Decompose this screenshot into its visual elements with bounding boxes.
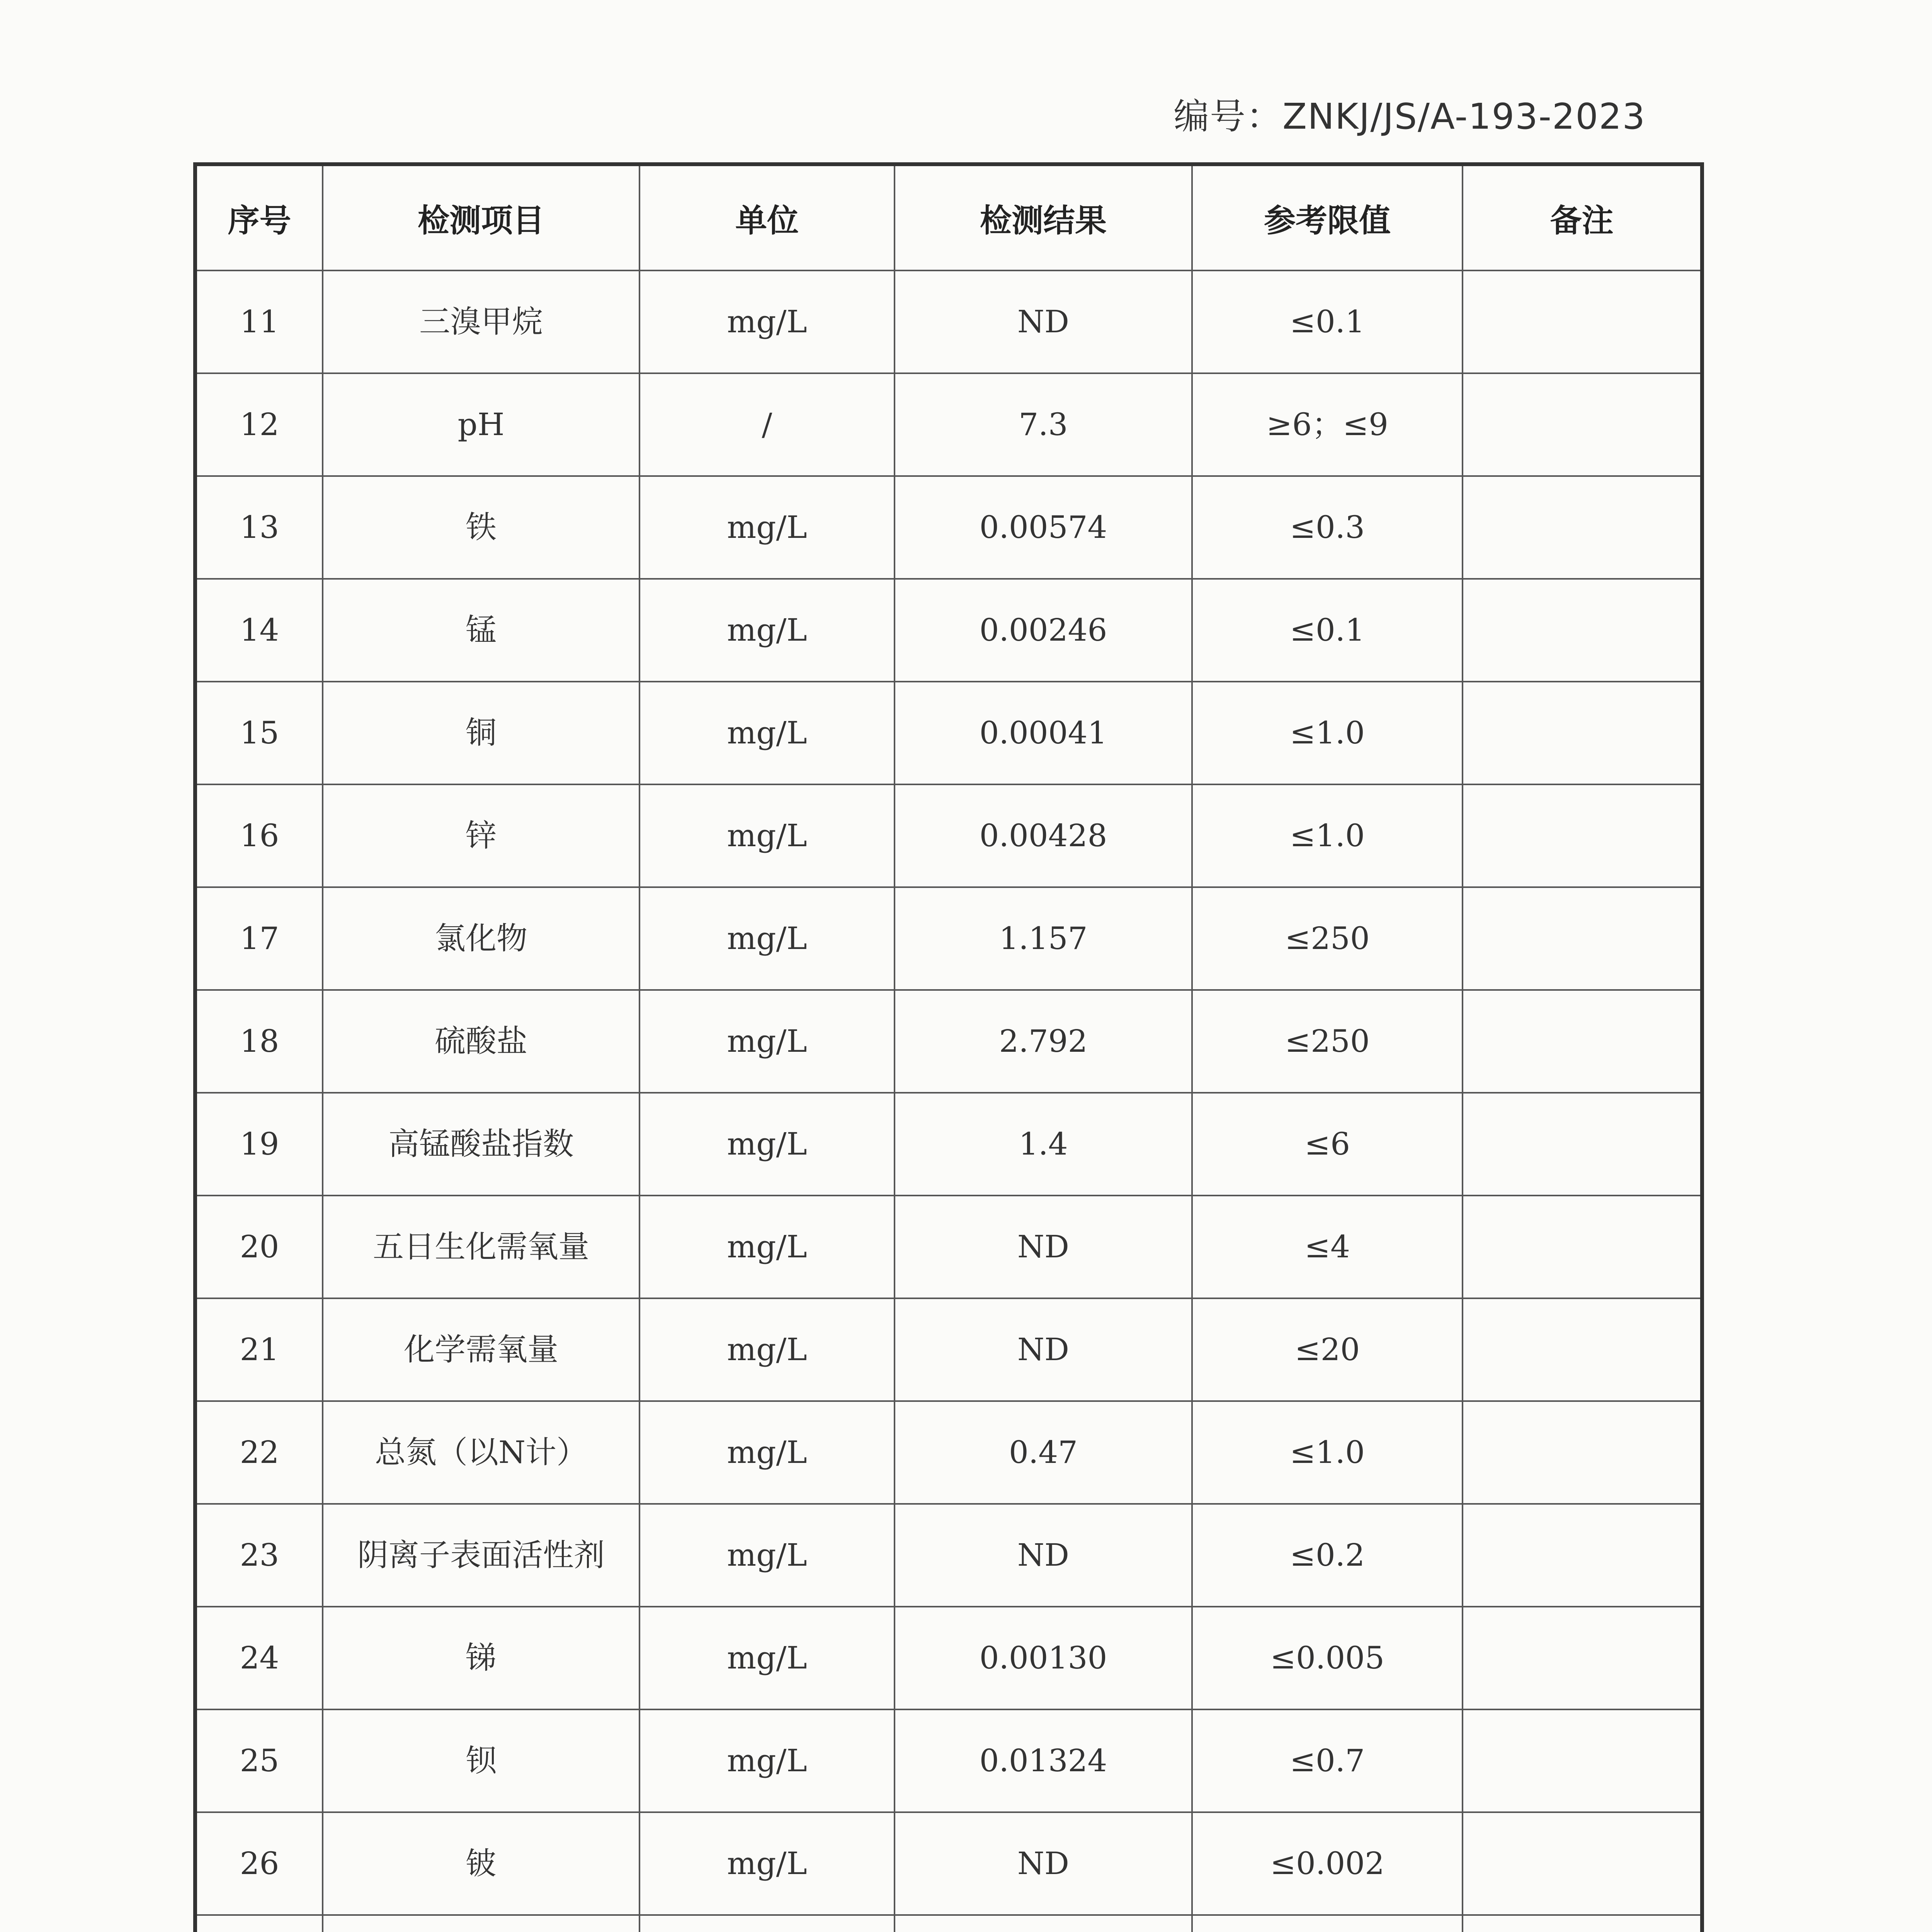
test-item-cell: 硫酸盐 <box>323 990 639 1093</box>
remark-cell <box>1463 1812 1702 1915</box>
reference-limit-cell: ≤0.3 <box>1192 476 1463 579</box>
table-row <box>195 476 1702 579</box>
unit-cell: mg/L <box>639 1401 895 1504</box>
row-number-cell: 18 <box>195 990 323 1093</box>
table-row <box>195 1709 1702 1812</box>
reference-limit-cell: ≤1.0 <box>1192 682 1463 784</box>
row-number-cell: 17 <box>195 887 323 990</box>
reference-limit-cell: ≤20 <box>1192 1298 1463 1401</box>
unit-cell: mg/L <box>639 579 895 682</box>
row-number-cell: 11 <box>195 270 323 373</box>
reference-limit-cell: ≤0.002 <box>1192 1812 1463 1915</box>
column-header-no: 序号 <box>195 164 323 270</box>
row-number-cell: 21 <box>195 1298 323 1401</box>
unit-cell: mg/L <box>639 1093 895 1196</box>
unit-cell: mg/L <box>639 1298 895 1401</box>
column-header-item: 检测项目 <box>323 164 639 270</box>
column-header-limit: 参考限值 <box>1192 164 1463 270</box>
row-number-cell: 19 <box>195 1093 323 1196</box>
reference-limit-cell <box>1192 1915 1463 1932</box>
unit-cell: mg/L <box>639 1709 895 1812</box>
table-row <box>195 682 1702 784</box>
table-row <box>195 1093 1702 1196</box>
unit-cell: mg/L <box>639 682 895 784</box>
test-result-cell: 0.00041 <box>895 682 1192 784</box>
reference-limit-cell: ≤0.1 <box>1192 579 1463 682</box>
test-item-cell: 铍 <box>323 1812 639 1915</box>
test-item-cell: pH <box>323 373 639 476</box>
test-result-cell: 0.00246 <box>895 579 1192 682</box>
table-row <box>195 990 1702 1093</box>
unit-cell: mg/L <box>639 476 895 579</box>
remark-cell <box>1463 373 1702 476</box>
test-item-cell: 氯化物 <box>323 887 639 990</box>
remark-cell <box>1463 579 1702 682</box>
table-header-row <box>195 164 1702 270</box>
remark-cell <box>1463 1196 1702 1298</box>
test-item-cell: 锰 <box>323 579 639 682</box>
test-result-cell: ND <box>895 1298 1192 1401</box>
test-result-cell: 1.157 <box>895 887 1192 990</box>
table-row <box>195 1607 1702 1709</box>
row-number-cell: 25 <box>195 1709 323 1812</box>
test-item-cell: 总氮（以N计） <box>323 1401 639 1504</box>
row-number-cell: 16 <box>195 784 323 887</box>
row-number-cell: 15 <box>195 682 323 784</box>
column-header-unit: 单位 <box>639 164 895 270</box>
reference-limit-cell: ≤0.005 <box>1192 1607 1463 1709</box>
test-item-cell <box>323 1915 639 1932</box>
table-row <box>195 270 1702 373</box>
remark-cell <box>1463 476 1702 579</box>
remark-cell <box>1463 784 1702 887</box>
test-item-cell: 铜 <box>323 682 639 784</box>
remark-cell <box>1463 1915 1702 1932</box>
remark-cell <box>1463 1607 1702 1709</box>
table-row <box>195 1812 1702 1915</box>
table-row <box>195 1504 1702 1607</box>
row-number-cell: 23 <box>195 1504 323 1607</box>
row-number-cell: 13 <box>195 476 323 579</box>
test-item-cell: 五日生化需氧量 <box>323 1196 639 1298</box>
test-item-cell: 化学需氧量 <box>323 1298 639 1401</box>
test-result-cell: 0.00130 <box>895 1607 1192 1709</box>
reference-limit-cell: ≤250 <box>1192 887 1463 990</box>
column-header-result: 检测结果 <box>895 164 1192 270</box>
reference-limit-cell: ≤1.0 <box>1192 784 1463 887</box>
test-result-cell: 0.00574 <box>895 476 1192 579</box>
test-result-cell: 7.3 <box>895 373 1192 476</box>
test-result-cell: ND <box>895 1812 1192 1915</box>
unit-cell: mg/L <box>639 1812 895 1915</box>
test-result-cell: 0.00428 <box>895 784 1192 887</box>
unit-cell: mg/L <box>639 1504 895 1607</box>
remark-cell <box>1463 1401 1702 1504</box>
test-result-cell: 1.4 <box>895 1093 1192 1196</box>
row-number-cell: 22 <box>195 1401 323 1504</box>
test-item-cell: 锌 <box>323 784 639 887</box>
remark-cell <box>1463 1709 1702 1812</box>
table-row <box>195 1915 1702 1932</box>
test-item-cell: 铁 <box>323 476 639 579</box>
unit-cell: mg/L <box>639 887 895 990</box>
test-results-table <box>193 162 1704 1932</box>
reference-limit-cell: ≤250 <box>1192 990 1463 1093</box>
test-item-cell: 锑 <box>323 1607 639 1709</box>
reference-limit-cell: ≤1.0 <box>1192 1401 1463 1504</box>
remark-cell <box>1463 270 1702 373</box>
row-number-cell: 12 <box>195 373 323 476</box>
test-result-cell: 0.01324 <box>895 1709 1192 1812</box>
column-header-remark: 备注 <box>1463 164 1702 270</box>
table-row <box>195 579 1702 682</box>
unit-cell: mg/L <box>639 784 895 887</box>
unit-cell <box>639 1915 895 1932</box>
remark-cell <box>1463 887 1702 990</box>
row-number-cell: 26 <box>195 1812 323 1915</box>
remark-cell <box>1463 1504 1702 1607</box>
reference-limit-cell: ≤0.2 <box>1192 1504 1463 1607</box>
reference-limit-cell: ≤0.1 <box>1192 270 1463 373</box>
remark-cell <box>1463 990 1702 1093</box>
document-number: 编号：ZNKJ/JS/A-193-2023 <box>1173 96 1646 137</box>
reference-limit-cell: ≥6；≤9 <box>1192 373 1463 476</box>
unit-cell: mg/L <box>639 990 895 1093</box>
test-result-cell: 2.792 <box>895 990 1192 1093</box>
row-number-cell: 14 <box>195 579 323 682</box>
test-result-cell: 0.47 <box>895 1401 1192 1504</box>
row-number-cell: 20 <box>195 1196 323 1298</box>
table-row <box>195 373 1702 476</box>
table-row <box>195 1196 1702 1298</box>
test-item-cell: 三溴甲烷 <box>323 270 639 373</box>
row-number-cell: 24 <box>195 1607 323 1709</box>
table-row <box>195 1401 1702 1504</box>
test-result-cell <box>895 1915 1192 1932</box>
unit-cell: / <box>639 373 895 476</box>
table-body <box>195 270 1702 1932</box>
remark-cell <box>1463 682 1702 784</box>
test-result-cell: ND <box>895 1196 1192 1298</box>
reference-limit-cell: ≤6 <box>1192 1093 1463 1196</box>
test-result-cell: ND <box>895 1504 1192 1607</box>
unit-cell: mg/L <box>639 1607 895 1709</box>
unit-cell: mg/L <box>639 270 895 373</box>
table-row <box>195 784 1702 887</box>
test-item-cell: 高锰酸盐指数 <box>323 1093 639 1196</box>
remark-cell <box>1463 1298 1702 1401</box>
table-row <box>195 1298 1702 1401</box>
test-item-cell: 钡 <box>323 1709 639 1812</box>
table-row <box>195 887 1702 990</box>
remark-cell <box>1463 1093 1702 1196</box>
test-item-cell: 阴离子表面活性剂 <box>323 1504 639 1607</box>
test-result-cell: ND <box>895 270 1192 373</box>
reference-limit-cell: ≤4 <box>1192 1196 1463 1298</box>
row-number-cell <box>195 1915 323 1932</box>
unit-cell: mg/L <box>639 1196 895 1298</box>
reference-limit-cell: ≤0.7 <box>1192 1709 1463 1812</box>
